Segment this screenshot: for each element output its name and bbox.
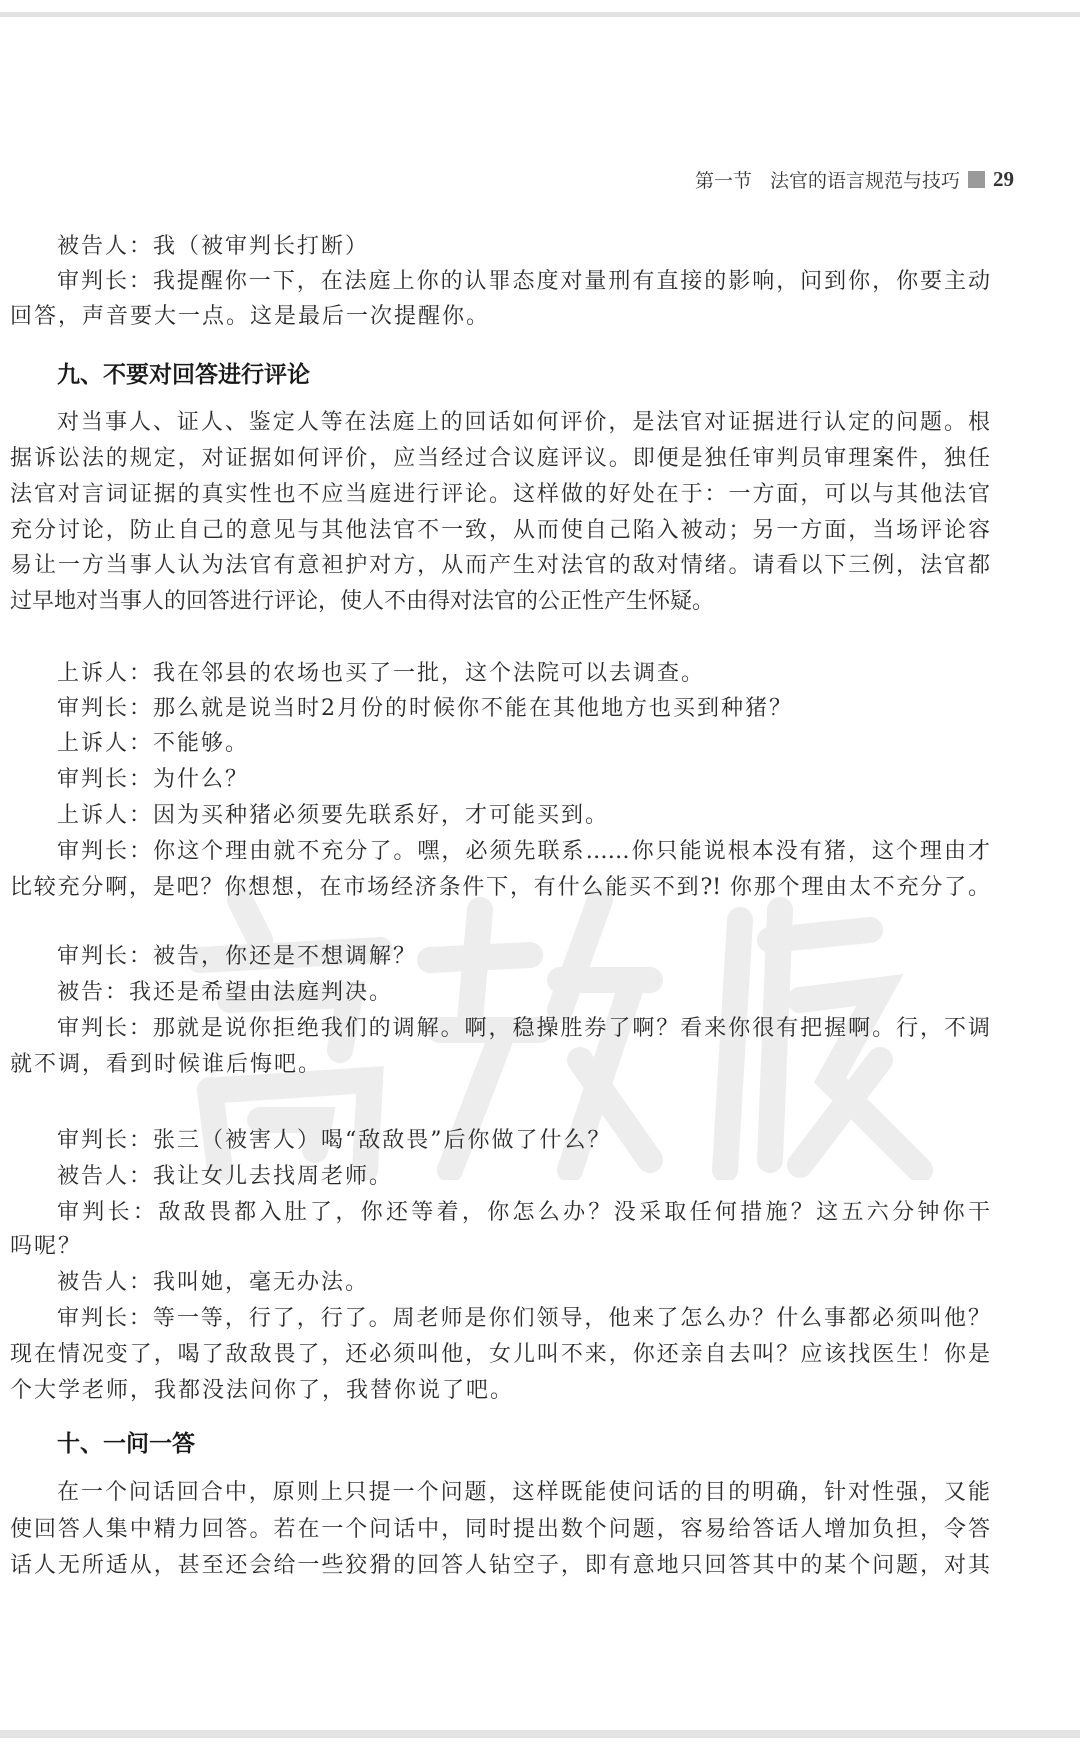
section-heading: 九、不要对回答进行评论 (57, 362, 310, 388)
paragraph-line: 充分讨论，防止自己的意见与其他法官不一致，从而使自己陷入被动；另一方面，当场评论容 (10, 518, 990, 543)
dialogue-line: 比较充分啊，是吧？你想想，在市场经济条件下，有什么能买不到?! 你那个理由太不充分了。 (10, 875, 990, 900)
dialogue-line: 审判长：被告，你还是不想调解？ (57, 944, 418, 969)
paragraph-line: 法官对言词证据的真实性也不应当庭进行评论。这样做的好处在于：一方面，可以与其他法官 (10, 482, 990, 507)
dialogue-line: 上诉人：不能够。 (57, 731, 250, 756)
header-section: 第一节 (694, 171, 752, 192)
dialogue-line: 审判长：张三（被害人）喝“敌敌畏”后你做了什么？ (57, 1128, 612, 1153)
dialogue-line: 被告：我还是希望由法庭判决。 (57, 980, 394, 1005)
dialogue-line: 审判长：敌敌畏都入肚了，你还等着，你怎么办？没采取任何措施？这五六分钟你干 (57, 1200, 990, 1225)
dialogue-line: 上诉人：因为买种猪必须要先联系好，才可能买到。 (57, 803, 610, 828)
dialogue-line: 被告人：我（被审判长打断） (57, 234, 370, 259)
paragraph-line: 对当事人、证人、鉴定人等在法庭上的回话如何评价，是法官对证据进行认定的问题。根 (57, 410, 990, 435)
paragraph-line: 据诉讼法的规定，对证据如何评价，应当经过合议庭评议。即便是独任审判员审理案件，独任 (10, 446, 990, 471)
header-square-icon (968, 171, 985, 188)
dialogue-line: 现在情况变了，喝了敌敌畏了，还必须叫他，女儿叫不来，你还亲自去叫？应该找医生！你是 (10, 1342, 990, 1367)
scan-bottom-border (0, 1730, 1080, 1738)
dialogue-line: 审判长：那么就是说当时2月份的时候你不能在其他地方也买到种猪？ (57, 696, 793, 721)
dialogue-line: 审判长：等一等，行了，行了。周老师是你们领导，他来了怎么办？什么事都必须叫他？ (57, 1306, 990, 1331)
dialogue-line: 吗呢？ (10, 1234, 83, 1259)
paragraph-line: 话人无所适从，甚至还会给一些狡猾的回答人钻空子，即有意地只回答其中的某个问题，对其 (10, 1553, 990, 1578)
paragraph-line: 使回答人集中精力回答。若在一个问话中，同时提出数个问题，容易给答话人增加负担，令答 (10, 1517, 990, 1542)
paragraph-line: 在一个问话回合中，原则上只提一个问题，这样既能使问话的目的明确，针对性强，又能 (57, 1480, 990, 1505)
paragraph-line: 过早地对当事人的回答进行评论，使人不由得对法官的公正性产生怀疑。 (10, 589, 715, 614)
dialogue-line: 被告人：我叫她，毫无办法。 (57, 1270, 370, 1295)
dialogue-line: 审判长：那就是说你拒绝我们的调解。啊，稳操胜券了啊？看来你很有把握啊。行，不调 (57, 1016, 990, 1041)
section-heading: 十、一问一答 (57, 1431, 195, 1457)
dialogue-line: 个大学老师，我都没法问你了，我替你说了吧。 (10, 1378, 515, 1403)
running-header (695, 166, 1014, 193)
dialogue-line: 回答，声音要大一点。这是最后一次提醒你。 (10, 304, 491, 329)
dialogue-line: 审判长：你这个理由就不充分了。嘿，必须先联系……你只能说根本没有猪，这个理由才 (57, 839, 990, 864)
paragraph-line: 易让一方当事人认为法官有意袒护对方，从而产生对法官的敌对情绪。请看以下三例，法官都 (10, 553, 990, 578)
dialogue-line: 被告人：我让女儿去找周老师。 (57, 1164, 394, 1189)
dialogue-line: 就不调，看到时候谁后悔吧。 (10, 1052, 323, 1077)
page-number: 29 (993, 167, 1014, 191)
header-title: 法官的语言规范与技巧 (769, 171, 960, 192)
dialogue-line: 上诉人：我在邻县的农场也买了一批，这个法院可以去调查。 (57, 661, 706, 686)
dialogue-line: 审判长：为什么？ (57, 767, 250, 792)
dialogue-line: 审判长：我提醒你一下，在法庭上你的认罪态度对量刑有直接的影响，问到你，你要主动 (57, 269, 990, 294)
scan-top-border (0, 12, 1080, 17)
